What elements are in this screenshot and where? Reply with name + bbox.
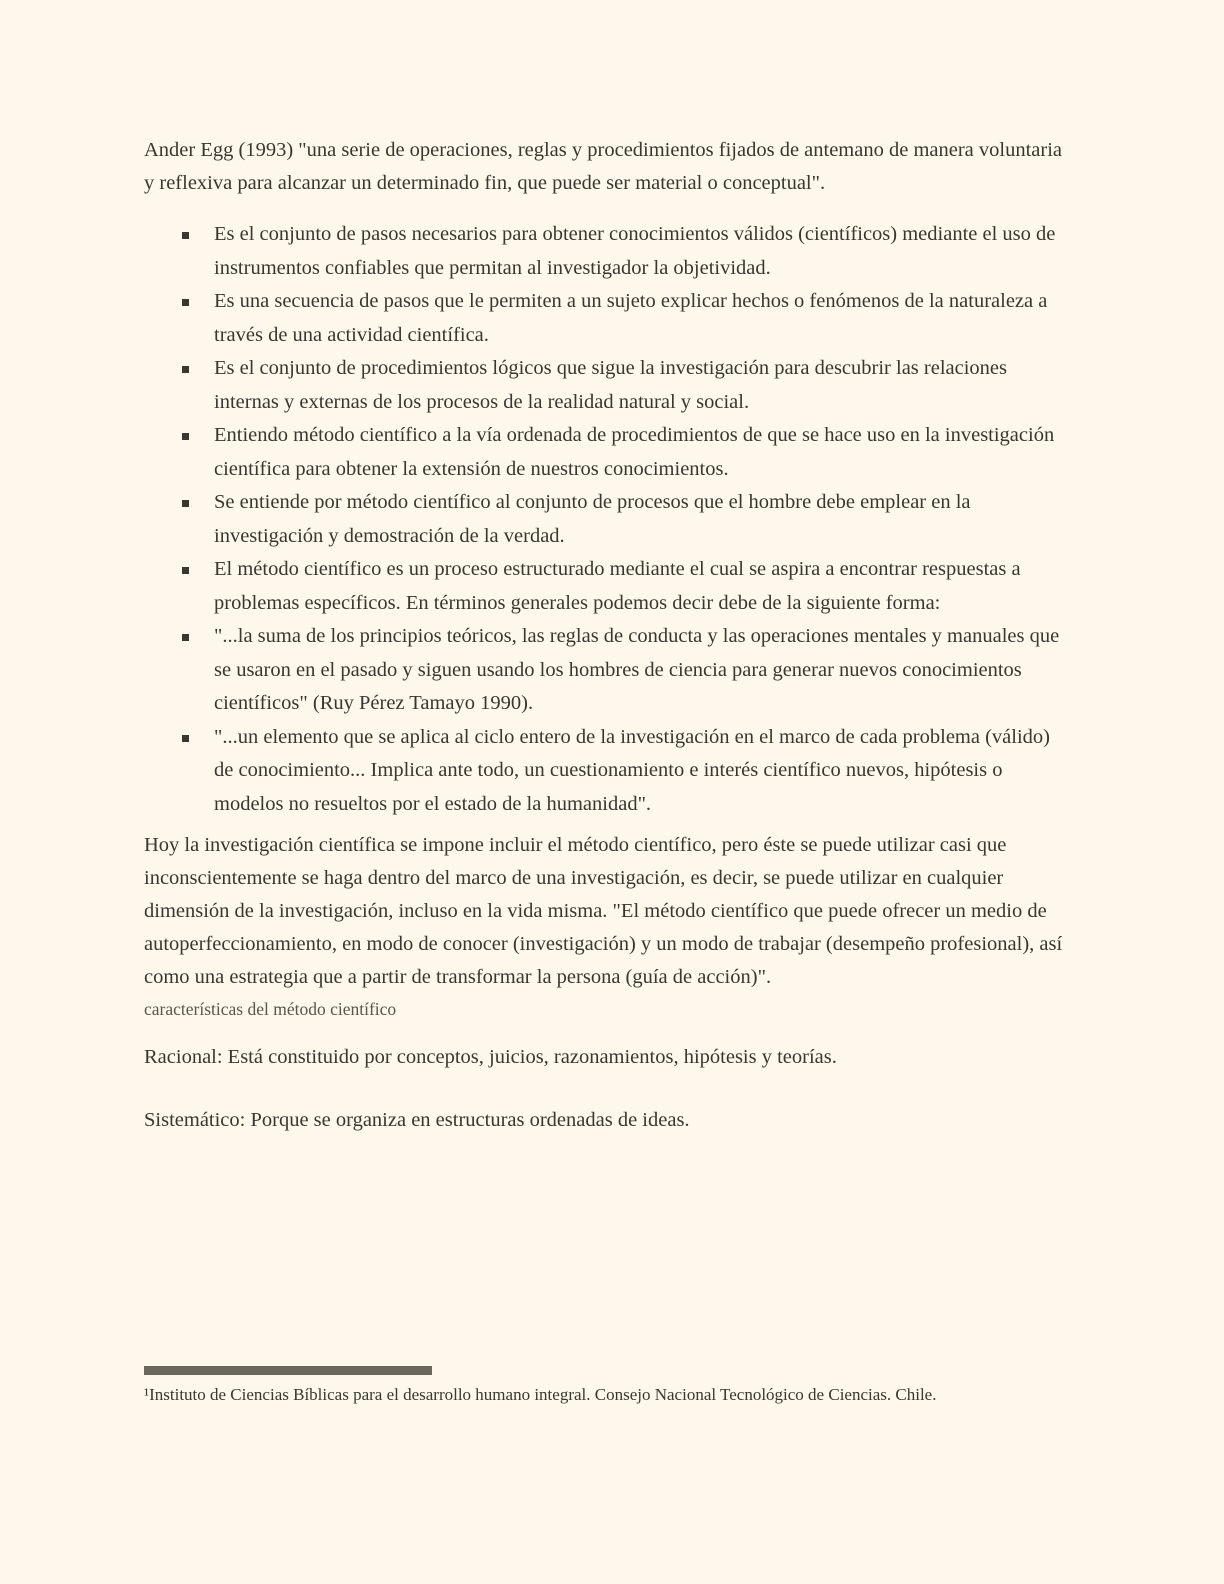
footnote: ¹Instituto de Ciencias Bíblicas para el desarrollo humano integral. Consejo Nacional Tecnológico de Ciencias. Chile.	[144, 1385, 937, 1404]
list-item	[144, 218, 1074, 285]
document-page	[144, 134, 1074, 1167]
section-caption: características del método científico	[144, 999, 397, 1019]
list-item	[144, 721, 1074, 822]
body-paragraph: Hoy la investigación científica se impone incluir el método científico, pero éste se puede utilizar casi que inconscientemente se haga dentro del marco de una investigación, es decir, se puede utilizar en cualquier dimensión de la investigación, incluso en la vida misma. "El método científico que puede ofrecer un medio de autoperfeccionamiento, en modo de conocer (investigación) y un modo de trabajar (desempeño profesional), así como una estrategia que a partir de transformar la persona (guía de acción)".	[144, 834, 1063, 988]
bullet-icon	[182, 567, 189, 574]
list-item-text: El método científico es un proceso estructurado mediante el cual se aspira a encontrar respuestas a problemas específicos. En términos generales podemos decir debe de la siguiente forma:	[214, 558, 1021, 614]
bullet-icon	[182, 634, 189, 641]
list-item	[144, 620, 1074, 721]
list-item-text: Es el conjunto de procedimientos lógicos que sigue la investigación para descubrir las relaciones internas y externas de los procesos de la realidad natural y social.	[214, 357, 1007, 413]
list-item-text: Se entiende por método científico al conjunto de procesos que el hombre debe emplear en la investigación y demostración de la verdad.	[214, 491, 971, 547]
list-item-text: Es una secuencia de pasos que le permiten a un sujeto explicar hechos o fenómenos de la naturaleza a través de una actividad científica.	[214, 290, 1048, 346]
list-item-text: "...un elemento que se aplica al ciclo entero de la investigación en el marco de cada problema (válido) de conocimiento... Implica ante todo, un cuestionamiento e interés científico nuevos, hipótesis o modelos no resueltos por el estado de la humanidad".	[214, 725, 1050, 815]
definitions-list	[144, 218, 1074, 821]
intro-paragraph: Ander Egg (1993) "una serie de operaciones, reglas y procedimientos fijados de antemano de manera voluntaria y reflexiva para alcanzar un determinado fin, que puede ser material o conceptual".	[144, 139, 1063, 194]
list-item-text: Entiendo método científico a la vía ordenada de procedimientos de que se hace uso en la investigación científica para obtener la extensión de nuestros conocimientos.	[214, 424, 1055, 480]
list-item	[144, 486, 1074, 553]
bullet-icon	[182, 366, 189, 373]
bullet-icon	[182, 433, 189, 440]
bullet-icon	[182, 232, 189, 239]
bullet-icon	[182, 735, 189, 742]
definition-systematic: Sistemático: Porque se organiza en estructuras ordenadas de ideas.	[144, 1109, 690, 1131]
bullet-icon	[182, 500, 189, 507]
footnote-divider	[144, 1366, 432, 1375]
definition-rational: Racional: Está constituido por conceptos, juicios, razonamientos, hipótesis y teorías.	[144, 1046, 837, 1068]
list-item	[144, 419, 1074, 486]
list-item-text: Es el conjunto de pasos necesarios para obtener conocimientos válidos (científicos) mediante el uso de instrumentos confiables que permitan al investigador la objetividad.	[214, 223, 1056, 279]
bullet-icon	[182, 299, 189, 306]
list-item	[144, 352, 1074, 419]
list-item-text: "...la suma de los principios teóricos, las reglas de conducta y las operaciones mentales y manuales que se usaron en el pasado y siguen usando los hombres de ciencia para generar nuevos conocimientos científicos" (Ruy Pérez Tamayo 1990).	[214, 625, 1060, 714]
list-item	[144, 553, 1074, 620]
list-item	[144, 285, 1074, 352]
